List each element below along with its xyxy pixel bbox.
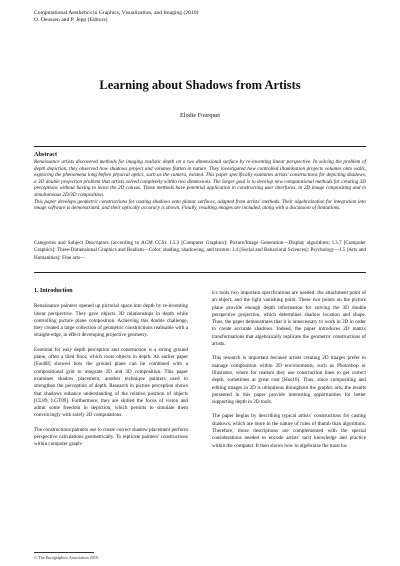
paper-author: Elodie Fourquet (179, 112, 221, 119)
copyright-footnote: © The Eurographics Association 2010. (34, 555, 100, 560)
body-paragraph: This research is important because artists creating 2D images prefer to manage composition within 2D environments, such as Photoshop or Illustrator, where for realism they use construction lines to get correct depth, sometimes at great cost [Hus10]. Thus, since compositing and editing images in 2D is ubiquitous throughout the graphic arts, the results presented in this paper provide interesting opportunities for better supporting depth in 2D tools. (212, 355, 366, 406)
body-paragraph: ics tools two important specifications are needed: the attachment point of an object, and the light vanishing point. These two points on the picture plane provide enough depth information for solving the 3D double perspective projection, which determines shadow location and shape. Thus, the paper demonstrates that it is unnecessary to work in 3D in order to create accurate shadows. Indeed, the paper introduces 2D matrix transformations that algebraically replicate the geometric constructions of artists. (212, 290, 366, 348)
acm-categories: Categories and Subject Descriptors (according to ACM CCS): I.3.3 [Computer Graphics]: Picture/Image Generation—Display algorithms; I.3.7 [Computer Graphics]: Three-Dimensional Graphics and Realism—Color, shading, shadowing, and texture; J.4 [Social and Behavioral Sciences]: Psychology—J.5 [Arts and Humanities]: Fine arts— (34, 240, 366, 261)
venue-line: Computational Aesthetics in Graphics, Visualization, and Imaging (2010) (34, 10, 199, 16)
body-paragraph: The constructions painters use to create correct shadow placement perform perspective calculations geometrically. To replicate painters' constructions within computer graph- (34, 426, 189, 448)
right-column (212, 290, 366, 457)
body-paragraph: The paper begins by describing typical artists' constructions for casting shadows, which are more in the nature of rules of thumb than algorithms. Therefore, those descriptions are complemented with the special considerations needed to encode artists' tacit knowledge and practice within the computer. It then shows how to algebraize the most ba- (212, 413, 366, 449)
body-paragraph: Renaissance painters opened up pictorial space into depth by re-inventing linear perspective. They gave objects 3D relationships in depth while controlling picture plane composition. Achieving this double challenge, they created a large collection of geometric constructions realisable with a straight-edge, in effect developing projective geometry. (34, 303, 188, 339)
abstract-bottom-rule (34, 272, 366, 273)
abstract-heading: Abstract (34, 151, 58, 158)
venue-header (34, 10, 198, 24)
editors-line: O. Deussen and P. Jepp (Editors) (34, 17, 108, 23)
abstract-paragraph: This paper develops geometric constructions for casting shadows onto planar surfaces, adapted from artists' methods. Their algebraization for integration into image software is demonstrated, and their optically accuracy is shown. Finally, resulting images are included, along with a discussion of limitations. (34, 198, 366, 212)
abstract-paragraph: Renaissance artists discovered methods for imaging realistic depth on a two dimensional surface by re-inventing linear perspective. In solving the problem of depth depiction, they observed how shadows project and volumes flatten in nature. They investigated how controlled illumination projects volumes onto walls, exploring the phenomena long before physical optics, such as the camera, existed. This paper specifically examines artists' constructions for depicting shadows, a 3D double projection problem that artists solved completely within two dimensions. The larger goal is to develop new computational methods for creating 3D perceptions without having to leave the 2D canvas. These methods have potential application in constructing user interfaces, in 2D image compositing and in simultaneous 2D/3D composition. (34, 159, 366, 198)
footnote-rule (34, 552, 94, 553)
abstract-body (34, 159, 366, 212)
abstract-top-rule (34, 146, 366, 147)
section-heading: 1. Introduction (34, 288, 73, 294)
left-column (34, 288, 188, 456)
paper-title: Learning about Shadows from Artists (99, 78, 301, 92)
body-paragraph: Essential for easy depth perception and construction is a strong ground plane, often a tiled floor, which roots objects in depth. An earlier paper [Fou08] showed how the ground plane can be combined with a compositional grid to integrate 2D and 3D composition. This paper examines shadow placement, another technique painters used to strengthen the perception of depth. Research in picture perception shows that shadows enhance understanding of the relative position of objects [CL89, LGT09]. Furthermore, they are skilled the focus of vision and admit some freedom in depiction, which permits to simulate them convincingly with solely 2D computations. (34, 346, 188, 419)
